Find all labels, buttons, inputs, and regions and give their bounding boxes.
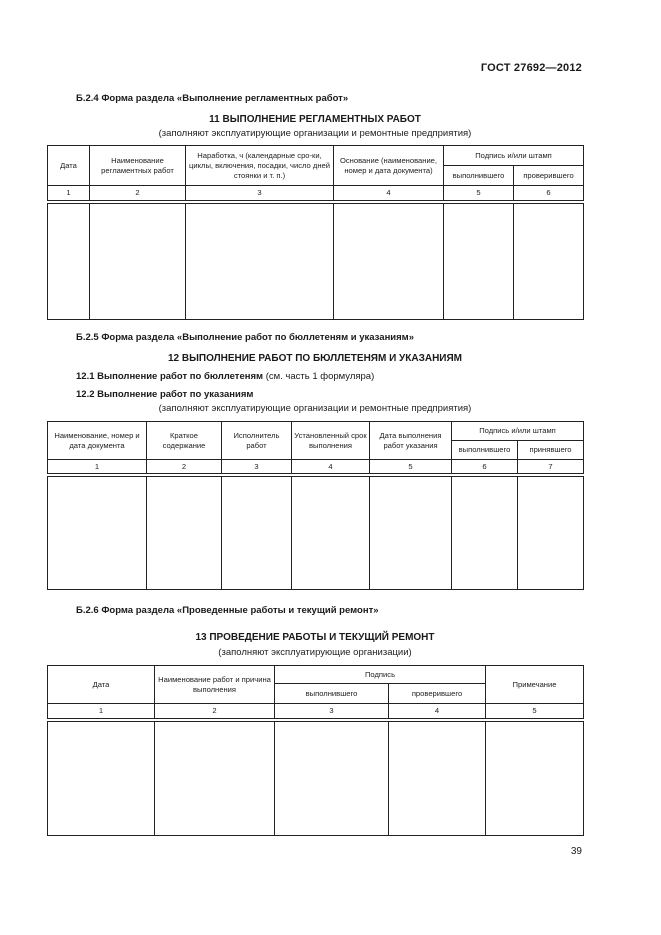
section-12-note: (заполняют эксплуатирующие организации и ремонтные предприятия) (158, 403, 472, 414)
column-number: 3 (222, 460, 292, 474)
column-number: 2 (90, 186, 186, 201)
column-number: 4 (389, 704, 486, 719)
table-row-empty (48, 477, 584, 590)
column-number-row (48, 704, 584, 719)
header-work-name: Наименование регламентных работ (90, 146, 186, 186)
header-summary: Краткое содержание (147, 422, 222, 460)
header-remark: Примечание (486, 666, 584, 704)
header-performed: выполнившего (452, 441, 518, 460)
section-13-note: (заполняют эксплуатирующие организации) (218, 647, 412, 658)
column-number: 1 (48, 704, 155, 719)
section-b25-caption: Б.2.5 Форма раздела «Выполнение работ по бюллетеням и указаниям» (76, 332, 414, 343)
header-completion-date: Дата выполнения работ указания (370, 422, 452, 460)
header-basis: Основание (наименование, номер и дата документа) (334, 146, 444, 186)
section-b26-caption: Б.2.6 Форма раздела «Проведенные работы и текущий ремонт» (76, 605, 379, 616)
column-number-row (48, 186, 584, 201)
header-checked: проверившего (514, 166, 584, 186)
table-routine-works (47, 145, 584, 320)
header-signature: Подпись и/или штамп (452, 422, 584, 441)
header-document: Наименование, номер и дата документа (48, 422, 147, 460)
header-operating-time: Наработка, ч (календарные сро-ки, циклы, включения, посадки, число дней стоянки и т. п.) (186, 146, 334, 186)
column-number-row (48, 460, 584, 474)
document-code: ГОСТ 27692—2012 (480, 62, 582, 74)
column-number: 6 (514, 186, 584, 201)
header-checked: проверившего (389, 684, 486, 704)
header-accepted: принявшего (518, 441, 584, 460)
header-date: Дата (48, 146, 90, 186)
header-signature: Подпись (275, 666, 486, 684)
page-number: 39 (570, 846, 582, 857)
column-number: 2 (155, 704, 275, 719)
section-b24-caption: Б.2.4 Форма раздела «Выполнение регламентных работ» (76, 93, 349, 104)
table-instructions-works (47, 421, 584, 590)
table-row-empty (48, 722, 584, 836)
header-performed: выполнившего (275, 684, 389, 704)
column-number: 7 (518, 460, 584, 474)
item-12-1 (76, 371, 374, 382)
section-13-title: 13 ПРОВЕДЕНИЕ РАБОТЫ И ТЕКУЩИЙ РЕМОНТ (195, 632, 435, 643)
section-11-note: (заполняют эксплуатирующие организации и ремонтные предприятия) (158, 128, 472, 139)
header-work-name: Наименование работ и причина выполнения (155, 666, 275, 704)
column-number: 6 (452, 460, 518, 474)
header-date: Дата (48, 666, 155, 704)
column-number: 5 (370, 460, 452, 474)
column-number: 1 (48, 460, 147, 474)
table-row-empty (48, 204, 584, 320)
item-12-2-label: 12.2 Выполнение работ по указаниям (76, 389, 254, 400)
header-signature: Подпись и/или штамп (444, 146, 584, 166)
section-12-title: 12 ВЫПОЛНЕНИЕ РАБОТ ПО БЮЛЛЕТЕНЯМ И УКАЗАНИЯМ (167, 353, 463, 364)
column-number: 4 (334, 186, 444, 201)
table-repair-works (47, 665, 584, 836)
item-12-1-reference: (см. часть 1 формуляра) (265, 371, 375, 382)
item-12-1-label: 12.1 Выполнение работ по бюллетеням (76, 371, 264, 382)
column-number: 2 (147, 460, 222, 474)
column-number: 4 (292, 460, 370, 474)
column-number: 5 (486, 704, 584, 719)
column-number: 3 (275, 704, 389, 719)
section-11-title: 11 ВЫПОЛНЕНИЕ РЕГЛАМЕНТНЫХ РАБОТ (209, 114, 421, 125)
header-executor: Исполнитель работ (222, 422, 292, 460)
column-number: 5 (444, 186, 514, 201)
header-deadline: Установленный срок выполнения (292, 422, 370, 460)
column-number: 3 (186, 186, 334, 201)
column-number: 1 (48, 186, 90, 201)
item-12-2 (76, 389, 253, 400)
header-performed: выполнившего (444, 166, 514, 186)
